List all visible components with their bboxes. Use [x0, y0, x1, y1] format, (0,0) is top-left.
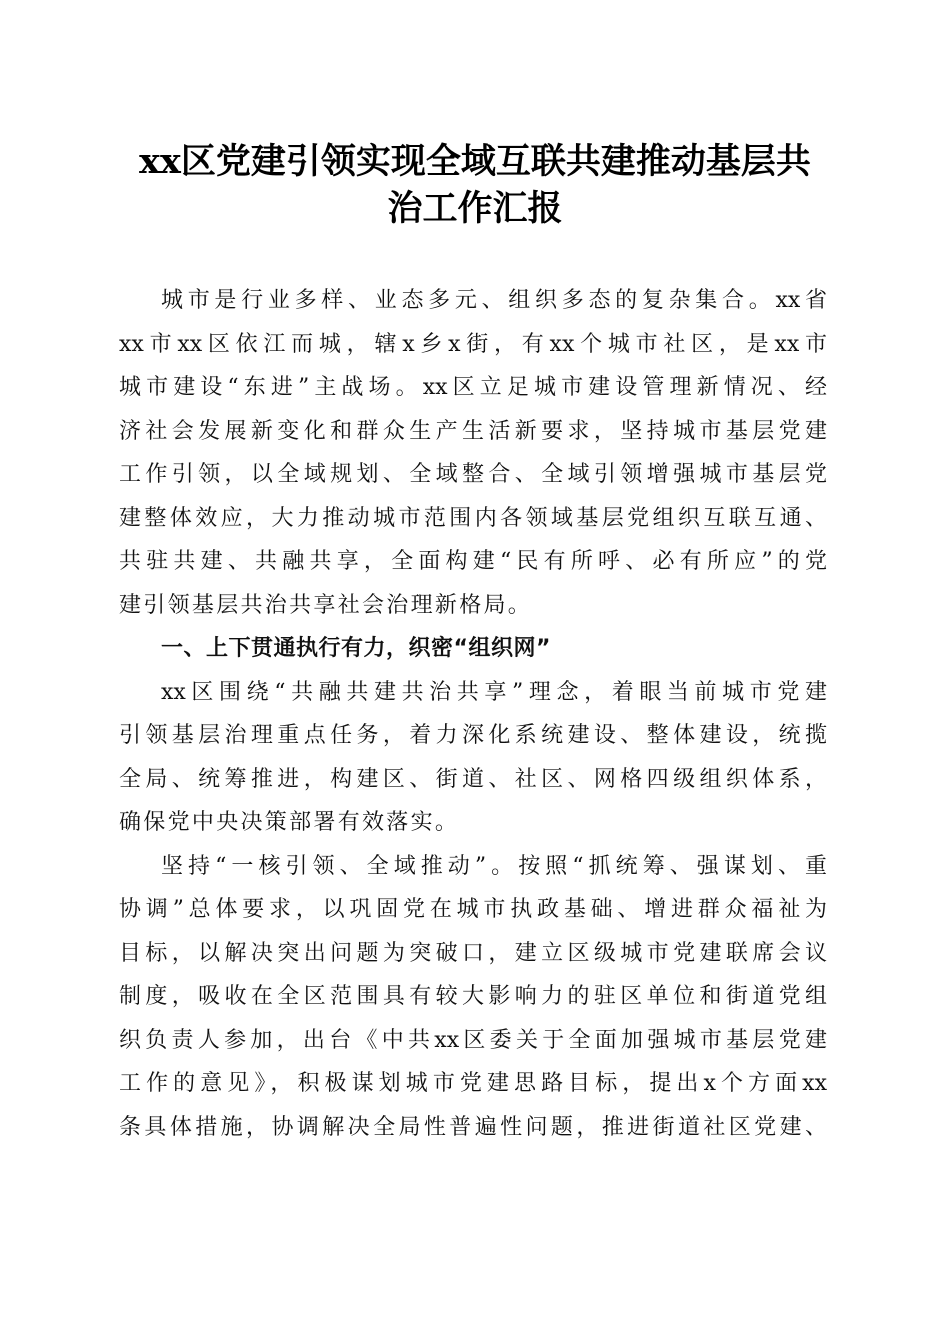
- section-heading: 一、上下贯通执行有力，织密“组织网”: [161, 636, 551, 661]
- text-line: 目标，以解决突出问题为突破口，建立区级城市党建联席会议: [119, 940, 827, 966]
- text-line: 工作引领，以全域规划、全域整合、全域引领增强城市基层党: [119, 462, 827, 487]
- text-line: 工作的意见》，积极谋划城市党建思路目标，提出x个方面xx: [119, 1071, 827, 1096]
- title-line-2: 治工作汇报: [387, 188, 563, 229]
- text-line: 条具体措施，协调解决全局性普遍性问题，推进街道社区党建、: [119, 1114, 827, 1140]
- text-line: 制度，吸收在全区范围具有较大影响力的驻区单位和街道党组: [119, 984, 827, 1009]
- text-line: 协调”总体要求，以巩固党在城市执政基础、增进群众福祉为: [119, 897, 827, 922]
- section-paragraph-2: [119, 845, 827, 1150]
- text-line: xx区围绕“共融共建共治共享”理念，着眼当前城市党建: [161, 679, 827, 705]
- text-line: 引领基层治理重点任务，着力深化系统建设、整体建设，统揽: [119, 723, 827, 748]
- text-line: 确保党中央决策部署有效落实。: [119, 810, 460, 835]
- text-line: 济社会发展新变化和群众生产生活新要求，坚持城市基层党建: [119, 418, 827, 444]
- document-title: [110, 138, 840, 232]
- text-line: 城市是行业多样、业态多元、组织多态的复杂集合。xx省: [161, 288, 827, 313]
- text-line: 织负责人参加，出台《中共xx区委关于全面加强城市基层党建: [119, 1027, 827, 1053]
- section-paragraph-1: [119, 671, 827, 845]
- title-line-1: xx区党建引领实现全域互联共建推动基层共: [139, 141, 811, 182]
- text-line: 建整体效应，大力推动城市范围内各领域基层党组织互联互通、: [119, 505, 827, 531]
- text-line: 全局、统筹推进，构建区、街道、社区、网格四级组织体系，: [119, 766, 827, 792]
- text-line: xx市xx区依江而城，辖x乡x街，有xx个城市社区，是xx市: [119, 331, 827, 357]
- text-line: 坚持“一核引领、全域推动”。按照“抓统筹、强谋划、重: [161, 853, 827, 879]
- document-body: [119, 279, 827, 1149]
- text-line: 建引领基层共治共享社会治理新格局。: [119, 592, 533, 618]
- intro-paragraph: [119, 279, 827, 627]
- text-line: 共驻共建、共融共享，全面构建“民有所呼、必有所应”的党: [119, 549, 827, 574]
- text-line: 城市建设“东进”主战场。xx区立足城市建设管理新情况、经: [119, 375, 827, 400]
